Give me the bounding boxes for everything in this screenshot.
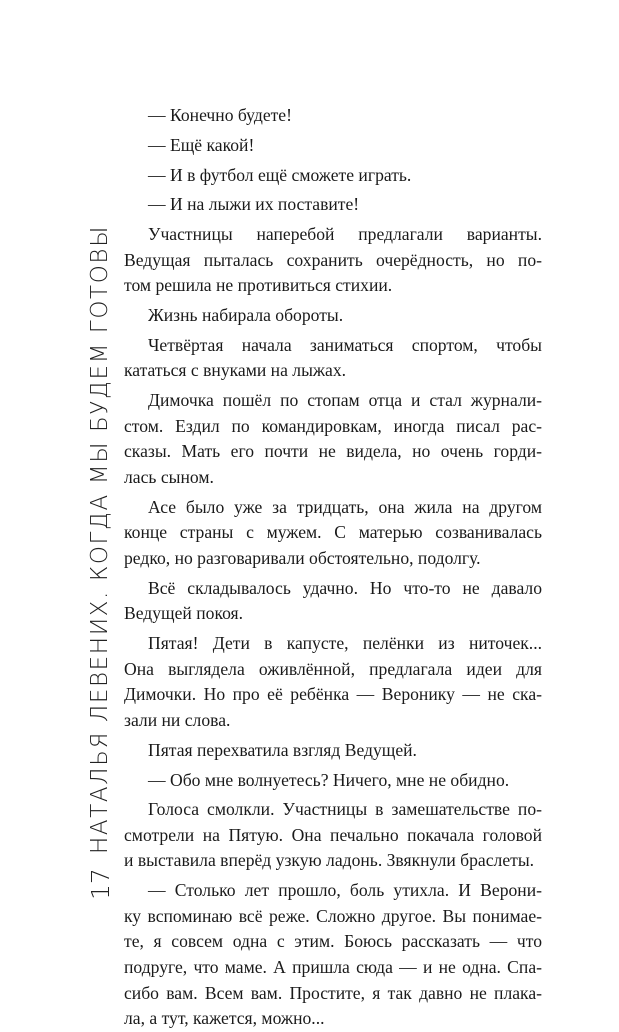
body-text [124,103,542,1032]
text-line: Ведущей покоя. [124,603,244,624]
page-margin-header [84,225,116,900]
text-line: и выставила вперёд узкую ладонь. Звякнули браслеты. [124,850,535,871]
text-line: Участницы наперебой предлагали варианты. [148,224,542,245]
text-line: Пятая перехватила взгляд Ведущей. [148,739,417,760]
text-line: кататься с внуками на лыжах. [124,360,347,381]
text-line: зали ни слова. [124,709,231,730]
text-line: — Конечно будете! [148,105,292,125]
paragraph [124,631,542,733]
paragraph [124,303,542,329]
paragraph [124,333,542,384]
paragraph [124,388,542,490]
text-line: — Обо мне волнуетесь? Ничего, мне не обидно. [148,769,510,790]
paragraph [124,797,542,874]
running-header: НАТАЛЬЯ ЛЕВЕНИХ. КОГДА МЫ БУДЕМ ГОТОВЫ [87,225,113,854]
paragraph [124,495,542,572]
text-line: ла, а тут, кажется, можно... [124,1008,325,1029]
text-line: ку вспоминаю всё реже. Сложно другое. Вы понимае- [124,905,542,926]
text-line: Димочки. Но про её ребёнка — Веронику — не ска- [124,684,542,705]
paragraph [124,103,542,129]
text-line: редко, но разговаривали обстоятельно, подолгу. [124,548,481,568]
paragraph [124,222,542,299]
paragraph [124,133,542,159]
text-line: сказы. Мать его почти не видела, но очень горди- [124,441,542,462]
text-line: Она выглядела оживлённой, предлагала идеи для [124,658,542,679]
text-line: стом. Ездил по командировкам, иногда писал рас- [124,415,542,436]
text-line: смотрели на Пятую. Она печально покачала головой [124,824,542,845]
paragraph [124,576,542,627]
text-line: Всё складывалось удачно. Но что-то не давало [148,577,542,598]
paragraph [124,738,542,764]
text-line: — И на лыжи их поставите! [148,194,360,215]
text-line: Ведущая пыталась сохранить очерёдность, но по- [124,249,542,270]
text-line: том решила не противиться стихии. [124,275,393,296]
text-line: Голоса смолкли. Участницы в замешательстве по- [148,799,542,820]
paragraph [124,768,542,794]
text-line: те, я совсем одна с этим. Боюсь рассказать — что [124,931,542,952]
paragraph [124,878,542,1032]
text-line: конце страны с мужем. С матерью созванивалась [124,522,542,543]
page-number: 17 [85,868,115,900]
text-line: — Ещё какой! [148,134,255,155]
text-line: Асе было уже за тридцать, она жила на другом [148,496,542,517]
paragraph [124,163,542,189]
paragraph [124,192,542,218]
text-line: сибо вам. Всем вам. Простите, я так давно не плака- [124,982,542,1003]
text-line: — И в футбол ещё сможете играть. [148,164,412,185]
text-line: Димочка пошёл по стопам отца и стал журнали- [148,390,542,411]
text-line: подруге, что маме. А пришла сюда — и не одна. Спа- [124,957,542,978]
text-line: Четвёртая начала заниматься спортом, чтобы [148,334,542,355]
text-line: — Столько лет прошло, боль утихла. И Верони- [148,880,542,901]
text-line: Жизнь набирала обороты. [148,305,344,326]
text-line: лась сыном. [124,467,214,488]
text-line: Пятая! Дети в капусте, пелёнки из ниточек... [148,633,542,654]
